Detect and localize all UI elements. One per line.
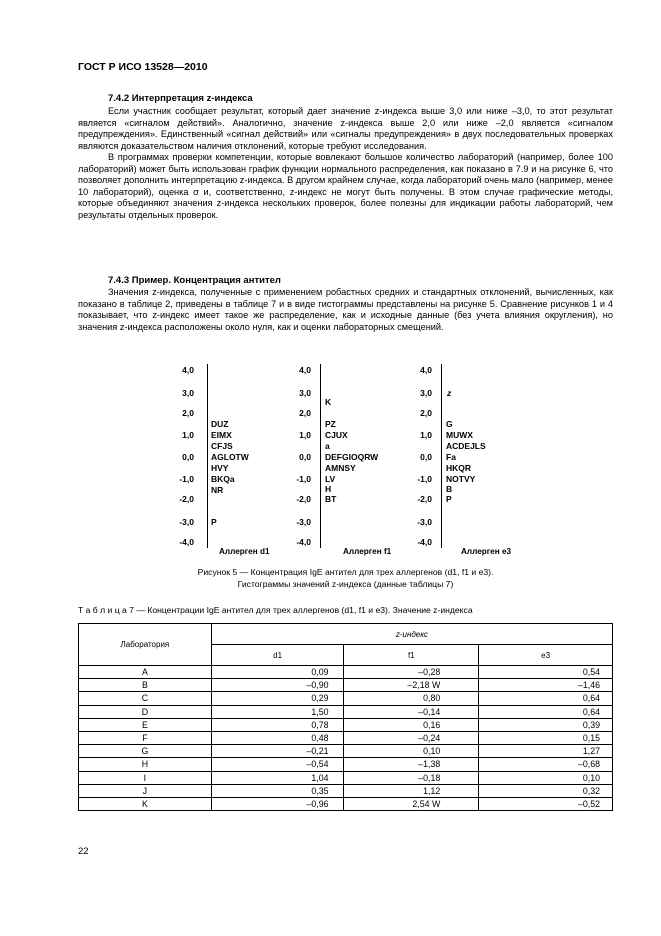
column-header-f1: f1 [344, 645, 479, 666]
axis-line-f1 [320, 364, 321, 548]
figure-caption-line2: Гистограммы значений z-индекса (данные таблицы 7) [237, 579, 454, 589]
tick-label: 0,0 [182, 452, 194, 462]
tick-label: 4,0 [299, 365, 311, 375]
lab-labels: P [446, 494, 452, 504]
table-row [79, 679, 613, 692]
lab-labels: H [325, 484, 332, 494]
table-row [79, 666, 613, 679]
page-number: 22 [78, 846, 89, 857]
panel-title-e3: Аллерген e3 [461, 547, 512, 556]
tick-label: 2,0 [420, 408, 432, 418]
cell-e3: 0,15 [479, 731, 613, 744]
table-row [79, 797, 613, 810]
lab-labels: EIMX [211, 430, 232, 440]
tick-label: -2,0 [179, 494, 194, 504]
panel-title-d1: Аллерген d1 [219, 547, 270, 556]
tick-label: 2,0 [299, 408, 311, 418]
lab-labels: G [446, 419, 453, 429]
lab-labels: AMNSY [325, 463, 356, 473]
tick-label: 3,0 [299, 388, 311, 398]
tick-label: -4,0 [417, 537, 432, 547]
section-742-body [78, 106, 613, 221]
lab-labels: BKQa [211, 474, 235, 484]
cell-lab: E [79, 718, 212, 731]
cell-f1: –0,24 [344, 731, 479, 744]
paragraph: Если участник сообщает результат, который дает значение z-индекса выше 3,0 или ниже –3,0, то этот результат является «сигналом действий». Аналогично, значение z-индекса выше 2,0 или ниже –2,0 является «сигналом предупреждения». Единственный «сигнал действий» или «сигналы предупреждения» в двух последовательных проверках являются доказательством наличия отклонений, которые требуют исследования. [78, 106, 613, 151]
table-7-body [79, 666, 613, 811]
lab-labels: z [447, 388, 452, 398]
lab-labels: LV [325, 474, 336, 484]
lab-labels: HVY [211, 463, 229, 473]
table-row [79, 745, 613, 758]
paragraph: В программах проверки компетенции, которые вовлекают большое количество лабораторий (например, более 100 лабораторий) может быть использован график функции нормального распределения, как показано в 7.9 и на рисунке 6, что позволяет дополнить интерпретацию z-индекса. В другом крайнем случае, когда лабораторий очень мало (например, менее 10 лабораторий), оценка σ и, соответственно, z-индекс не могут быть получены. В этом случае графические методы, которые объединяют значения z-индекса нескольких проверок, более полезны для индикации работы лабораторий, чем результаты отдельных проверок. [78, 152, 613, 220]
table-row [79, 731, 613, 744]
cell-d1: 1,50 [211, 705, 344, 718]
tick-label: -3,0 [296, 517, 311, 527]
lab-labels: DUZ [211, 419, 229, 429]
lab-labels: CJUX [325, 430, 348, 440]
lab-labels: PZ [325, 419, 336, 429]
cell-f1: –0,18 [344, 771, 479, 784]
cell-d1: 0,29 [211, 692, 344, 705]
tick-label: 0,0 [420, 452, 432, 462]
cell-d1: 0,09 [211, 666, 344, 679]
cell-lab: H [79, 758, 212, 771]
cell-d1: 1,04 [211, 771, 344, 784]
tick-label: 3,0 [420, 388, 432, 398]
cell-lab: C [79, 692, 212, 705]
cell-f1: 1,12 [344, 784, 479, 797]
cell-e3: –1,46 [479, 679, 613, 692]
table-row [79, 784, 613, 797]
axis-line-e3 [441, 364, 442, 548]
cell-e3: 0,39 [479, 718, 613, 731]
lab-labels: NOTVY [446, 474, 476, 484]
column-header-d1: d1 [211, 645, 344, 666]
tick-label: -4,0 [179, 537, 194, 547]
cell-lab: B [79, 679, 212, 692]
cell-lab: A [79, 666, 212, 679]
cell-e3: –0,68 [479, 758, 613, 771]
cell-f1: –0,14 [344, 705, 479, 718]
cell-e3: –0,52 [479, 797, 613, 810]
cell-e3: 0,32 [479, 784, 613, 797]
cell-lab: D [79, 705, 212, 718]
tick-label: -2,0 [417, 494, 432, 504]
lab-labels: BT [325, 494, 337, 504]
panel-title-f1: Аллерген f1 [343, 547, 392, 556]
tick-label: -1,0 [179, 474, 194, 484]
cell-lab: K [79, 797, 212, 810]
lab-labels: P [211, 517, 217, 527]
lab-labels: K [325, 397, 332, 407]
cell-f1: –1,38 [344, 758, 479, 771]
cell-e3: 0,64 [479, 705, 613, 718]
cell-f1: –2,18 W [344, 679, 479, 692]
column-group-header: z-индекс [211, 624, 612, 645]
cell-d1: 0,35 [211, 784, 344, 797]
cell-d1: –0,21 [211, 745, 344, 758]
table-row [79, 718, 613, 731]
cell-lab: I [79, 771, 212, 784]
tick-label: -3,0 [417, 517, 432, 527]
section-742-heading: 7.4.2 Интерпретация z-индекса [108, 93, 253, 104]
cell-e3: 0,54 [479, 666, 613, 679]
cell-f1: 0,16 [344, 718, 479, 731]
cell-d1: 0,78 [211, 718, 344, 731]
section-743-heading: 7.4.3 Пример. Концентрация антител [108, 275, 281, 286]
tick-label: 2,0 [182, 408, 194, 418]
figure-caption-line1: Рисунок 5 — Концентрация IgE антител для трех аллергенов (d1, f1 и e3). [197, 567, 494, 577]
lab-labels: Fa [446, 452, 456, 462]
cell-e3: 0,64 [479, 692, 613, 705]
tick-label: 1,0 [182, 430, 194, 440]
lab-labels: CFJS [211, 441, 233, 451]
cell-f1: –0,28 [344, 666, 479, 679]
tick-label: 4,0 [182, 365, 194, 375]
lab-labels: NR [211, 485, 224, 495]
table-7 [78, 623, 613, 811]
axis-line-d1 [207, 364, 208, 548]
lab-labels: ACDEJLS [446, 441, 486, 451]
lab-labels: B [446, 484, 453, 494]
tick-label: -3,0 [179, 517, 194, 527]
table-row [79, 692, 613, 705]
tick-label: 1,0 [299, 430, 311, 440]
tick-label: -4,0 [296, 537, 311, 547]
lab-labels: HKQR [446, 463, 472, 473]
lab-labels: AGLOTW [211, 452, 249, 462]
paragraph: Значения z-индекса, полученные с применением робастных средних и стандартных отклонений, вычисленных, как показано в таблице 2, приведены в таблице 7 и в виде гистограммы представлены на рисунке 5. Сравнение рисунков 1 и 4 показывает, что z-индекс имеет такое же распределение, как и исходные данные (без учета влияния округления), но значения z-индекса расположены около нуля, как и оценки лабораторных смещений. [78, 287, 613, 332]
cell-f1: 0,10 [344, 745, 479, 758]
table-row [79, 758, 613, 771]
column-header-lab: Лаборатория [79, 624, 212, 666]
cell-lab: F [79, 731, 212, 744]
cell-e3: 0,10 [479, 771, 613, 784]
lab-labels: DEFGIOQRW [325, 452, 379, 462]
table-7-title: Т а б л и ц а 7 — Концентрации IgE антител для трех аллергенов (d1, f1 и e3). Значение z-индекса [78, 605, 473, 615]
cell-d1: –0,90 [211, 679, 344, 692]
tick-label: 3,0 [182, 388, 194, 398]
cell-f1: 2,54 W [344, 797, 479, 810]
cell-d1: –0,96 [211, 797, 344, 810]
cell-f1: 0,80 [344, 692, 479, 705]
tick-label: 4,0 [420, 365, 432, 375]
standard-header: ГОСТ Р ИСО 13528—2010 [78, 61, 208, 73]
section-743-body [78, 287, 613, 333]
cell-lab: J [79, 784, 212, 797]
tick-label: -1,0 [417, 474, 432, 484]
cell-e3: 1,27 [479, 745, 613, 758]
cell-d1: 0,48 [211, 731, 344, 744]
lab-labels: a [325, 441, 330, 451]
tick-label: -2,0 [296, 494, 311, 504]
table-row [79, 705, 613, 718]
column-header-e3: e3 [479, 645, 613, 666]
tick-label: 0,0 [299, 452, 311, 462]
tick-label: 1,0 [420, 430, 432, 440]
cell-d1: –0,54 [211, 758, 344, 771]
cell-lab: G [79, 745, 212, 758]
table-row [79, 771, 613, 784]
tick-label: -1,0 [296, 474, 311, 484]
lab-labels: MUWX [446, 430, 473, 440]
